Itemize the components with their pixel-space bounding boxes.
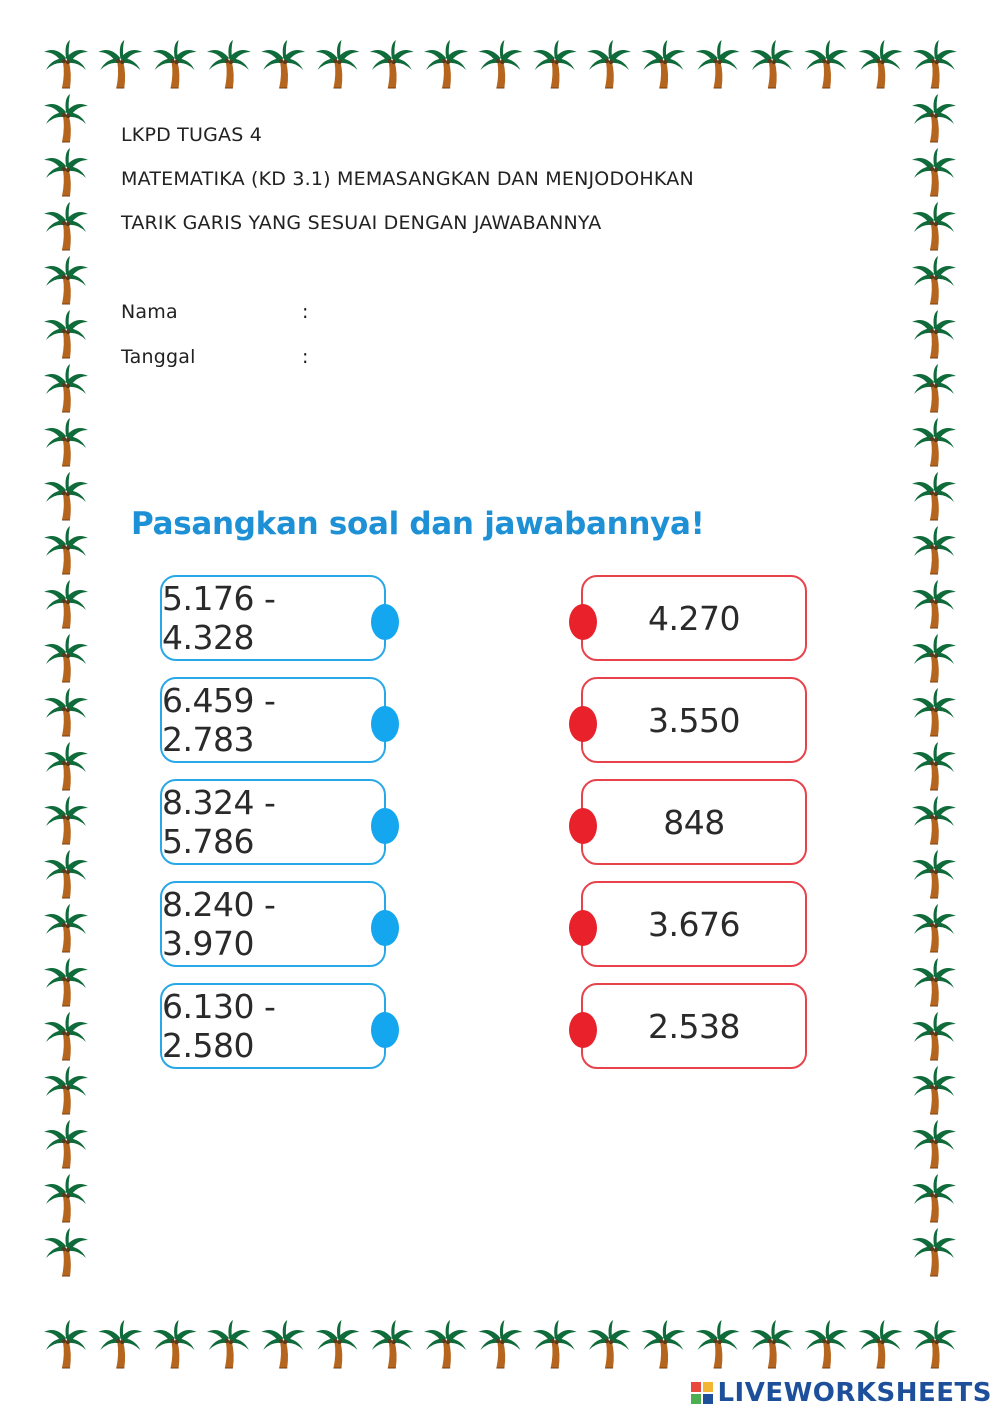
- palm-tree-icon: [44, 1066, 88, 1114]
- answer-text: 4.270: [648, 598, 740, 638]
- palm-tree-icon: [44, 364, 88, 412]
- palm-tree-icon: [912, 850, 956, 898]
- palm-tree-icon: [370, 1320, 414, 1368]
- palm-tree-icon: [912, 1228, 956, 1276]
- liveworksheets-logo-icon: [691, 1382, 713, 1404]
- palm-tree-icon: [912, 634, 956, 682]
- date-colon: :: [302, 346, 309, 368]
- palm-tree-icon: [912, 1012, 956, 1060]
- palm-tree-icon: [913, 1320, 957, 1368]
- palm-tree-icon: [44, 742, 88, 790]
- answer-text: 848: [663, 802, 725, 842]
- palm-tree-icon: [478, 40, 522, 88]
- palm-tree-icon: [207, 1320, 251, 1368]
- subject-line: MATEMATIKA (KD 3.1) MEMASANGKAN DAN MENJODOHKAN: [121, 168, 694, 190]
- palm-tree-icon: [44, 256, 88, 304]
- palm-tree-icon: [912, 418, 956, 466]
- palm-tree-icon: [750, 1320, 794, 1368]
- question-connector-dot[interactable]: [371, 1012, 399, 1048]
- answer-box[interactable]: [581, 677, 807, 763]
- palm-tree-icon: [424, 40, 468, 88]
- palm-tree-icon: [913, 40, 957, 88]
- palm-tree-icon: [750, 40, 794, 88]
- answer-connector-dot[interactable]: [569, 604, 597, 640]
- palm-tree-icon: [44, 148, 88, 196]
- palm-tree-icon: [587, 40, 631, 88]
- palm-tree-icon: [370, 40, 414, 88]
- question-box[interactable]: [160, 983, 386, 1069]
- palm-tree-icon: [44, 1012, 88, 1060]
- palm-tree-icon: [44, 958, 88, 1006]
- palm-tree-icon: [44, 472, 88, 520]
- palm-tree-icon: [912, 796, 956, 844]
- answer-text: 2.538: [648, 1006, 740, 1046]
- palm-tree-icon: [912, 310, 956, 358]
- palm-tree-icon: [696, 40, 740, 88]
- palm-tree-icon: [424, 1320, 468, 1368]
- palm-tree-icon: [316, 1320, 360, 1368]
- question-text: 5.176 - 4.328: [162, 579, 276, 657]
- palm-tree-icon: [912, 1174, 956, 1222]
- answer-box[interactable]: [581, 779, 807, 865]
- palm-tree-icon: [912, 1120, 956, 1168]
- palm-tree-icon: [44, 40, 88, 88]
- palm-tree-icon: [912, 364, 956, 412]
- palm-tree-icon: [533, 1320, 577, 1368]
- palm-tree-icon: [44, 688, 88, 736]
- palm-tree-icon: [98, 1320, 142, 1368]
- answer-connector-dot[interactable]: [569, 706, 597, 742]
- palm-tree-icon: [44, 94, 88, 142]
- question-text: 8.324 - 5.786: [162, 783, 276, 861]
- palm-tree-icon: [44, 634, 88, 682]
- answer-text: 3.550: [648, 700, 740, 740]
- question-box[interactable]: [160, 881, 386, 967]
- palm-tree-icon: [587, 1320, 631, 1368]
- question-box[interactable]: [160, 575, 386, 661]
- palm-tree-icon: [912, 472, 956, 520]
- palm-tree-icon: [207, 40, 251, 88]
- liveworksheets-footer[interactable]: [691, 1377, 992, 1409]
- palm-tree-icon: [261, 1320, 305, 1368]
- palm-tree-icon: [44, 580, 88, 628]
- palm-tree-icon: [912, 742, 956, 790]
- footer-brand: LIVEWORKSHEETS: [717, 1378, 992, 1408]
- palm-tree-icon: [153, 40, 197, 88]
- name-label: Nama: [121, 301, 178, 323]
- question-text: 8.240 - 3.970: [162, 885, 276, 963]
- question-box[interactable]: [160, 677, 386, 763]
- palm-tree-icon: [316, 40, 360, 88]
- palm-tree-icon: [44, 850, 88, 898]
- palm-tree-icon: [44, 310, 88, 358]
- question-connector-dot[interactable]: [371, 808, 399, 844]
- answer-box[interactable]: [581, 881, 807, 967]
- palm-tree-icon: [641, 40, 685, 88]
- palm-tree-icon: [912, 148, 956, 196]
- name-colon: :: [302, 301, 309, 323]
- palm-tree-icon: [44, 1174, 88, 1222]
- answer-text: 3.676: [648, 904, 740, 944]
- palm-tree-icon: [912, 904, 956, 952]
- date-label: Tanggal: [121, 346, 196, 368]
- palm-tree-icon: [912, 202, 956, 250]
- question-box[interactable]: [160, 779, 386, 865]
- instruction-line: TARIK GARIS YANG SESUAI DENGAN JAWABANNYA: [121, 212, 602, 234]
- palm-tree-icon: [44, 418, 88, 466]
- palm-tree-icon: [98, 40, 142, 88]
- palm-tree-icon: [912, 1066, 956, 1114]
- palm-tree-icon: [44, 1228, 88, 1276]
- palm-tree-icon: [44, 1120, 88, 1168]
- palm-tree-icon: [261, 40, 305, 88]
- palm-tree-icon: [44, 904, 88, 952]
- palm-tree-icon: [153, 1320, 197, 1368]
- palm-tree-icon: [912, 958, 956, 1006]
- palm-tree-icon: [44, 796, 88, 844]
- question-text: 6.130 - 2.580: [162, 987, 276, 1065]
- palm-tree-icon: [859, 40, 903, 88]
- exercise-title: Pasangkan soal dan jawabannya!: [131, 506, 705, 542]
- palm-tree-icon: [44, 526, 88, 574]
- question-connector-dot[interactable]: [371, 604, 399, 640]
- palm-tree-icon: [912, 94, 956, 142]
- palm-tree-icon: [44, 202, 88, 250]
- palm-tree-icon: [696, 1320, 740, 1368]
- answer-connector-dot[interactable]: [569, 910, 597, 946]
- palm-tree-icon: [912, 526, 956, 574]
- worksheet-label: LKPD TUGAS 4: [121, 124, 262, 146]
- palm-tree-icon: [533, 40, 577, 88]
- question-connector-dot[interactable]: [371, 706, 399, 742]
- answer-connector-dot[interactable]: [569, 1012, 597, 1048]
- answer-box[interactable]: [581, 983, 807, 1069]
- question-connector-dot[interactable]: [371, 910, 399, 946]
- palm-tree-icon: [859, 1320, 903, 1368]
- palm-tree-icon: [912, 688, 956, 736]
- answer-box[interactable]: [581, 575, 807, 661]
- palm-tree-icon: [44, 1320, 88, 1368]
- palm-tree-icon: [478, 1320, 522, 1368]
- answer-connector-dot[interactable]: [569, 808, 597, 844]
- palm-tree-icon: [804, 40, 848, 88]
- palm-tree-icon: [804, 1320, 848, 1368]
- palm-tree-icon: [641, 1320, 685, 1368]
- palm-tree-icon: [912, 580, 956, 628]
- question-text: 6.459 - 2.783: [162, 681, 276, 759]
- palm-tree-icon: [912, 256, 956, 304]
